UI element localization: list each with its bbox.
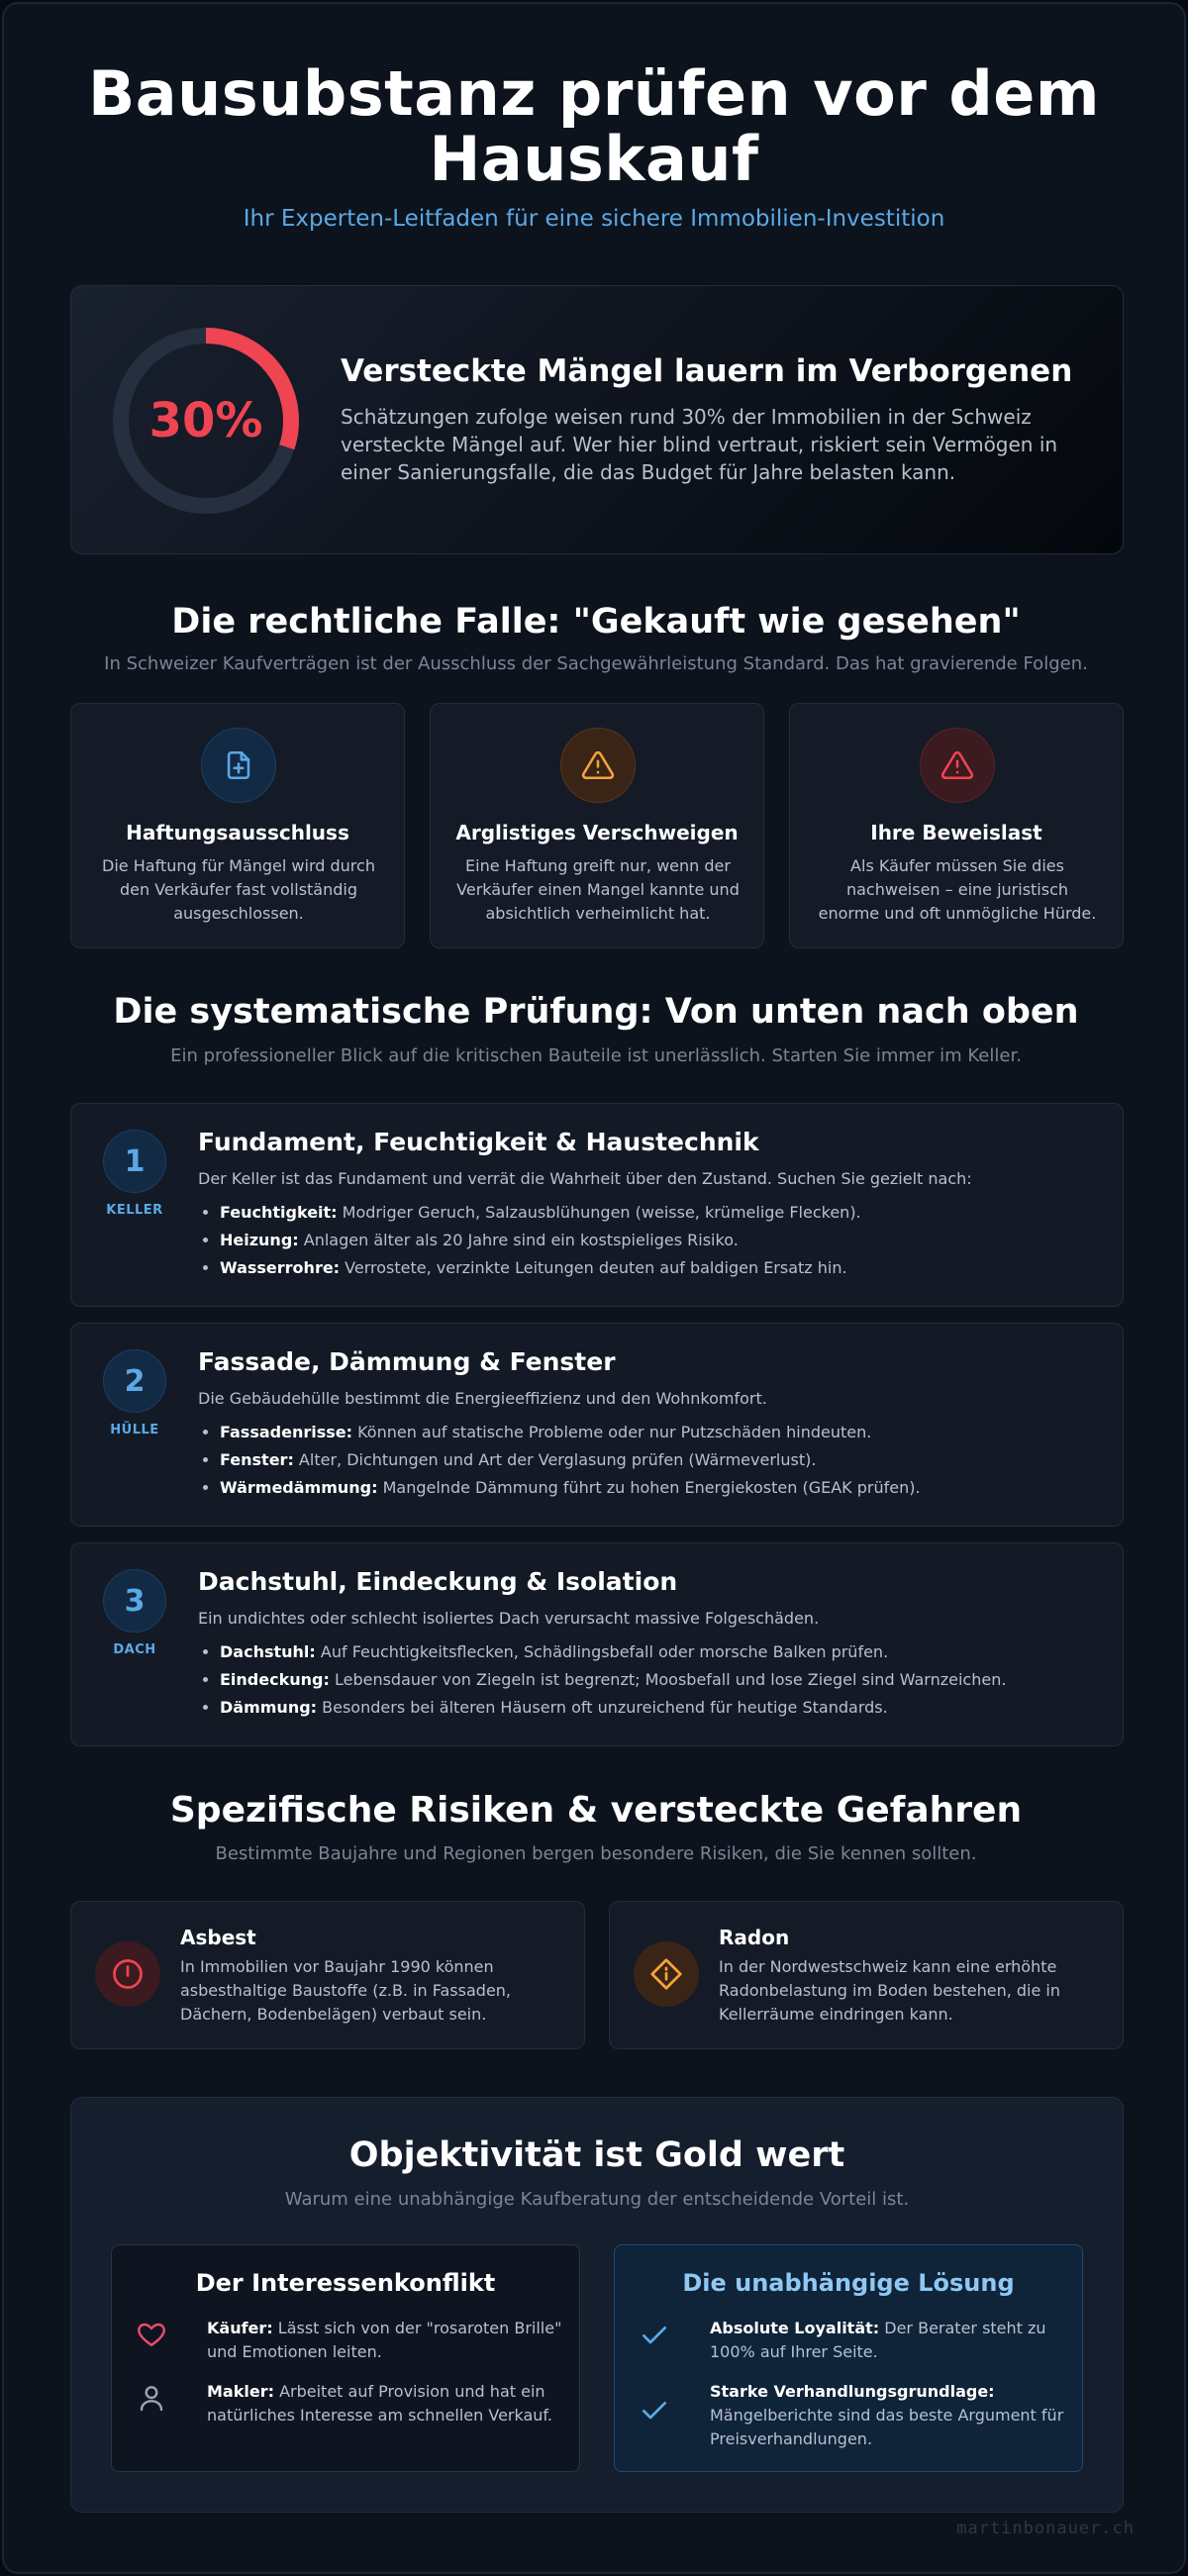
list-item: • Heizung: Anlagen älter als 20 Jahre sind ein kostspieliges Risiko. bbox=[220, 1227, 1101, 1254]
page-subtitle: Ihr Experten-Leitfaden für eine sichere Immobilien-Investition bbox=[243, 206, 945, 232]
stat-value: 30% bbox=[148, 393, 263, 448]
legal-card-title: Arglistiges Verschweigen bbox=[455, 821, 739, 844]
step-checklist bbox=[220, 1419, 1101, 1502]
stat-title: Versteckte Mängel lauern im Verborgenen bbox=[341, 353, 1073, 389]
legal-card-text: Als Käufer müssen Sie dies nachweisen – eine juristisch enorme und oft unmögliche Hürde. bbox=[818, 856, 1097, 923]
legal-card-beweislast bbox=[789, 703, 1124, 948]
hero-header bbox=[4, 4, 1184, 232]
footer-domain: martinbonauer.ch bbox=[956, 2519, 1135, 2538]
step-title: Dachstuhl, Eindeckung & Isolation bbox=[198, 1567, 678, 1596]
conflict-panel: Der Interessenkonflikt Käufer: Lässt sich von der "rosaroten Brille" und Emotionen leiten. Makler: Arbeitet auf Provision und hat ein natürliches Interesse am schnellen Verkauf. bbox=[111, 2244, 580, 2472]
page-title: Bausubstanz prüfen vor dem Hauskauf bbox=[88, 57, 1100, 195]
risk-card-radon bbox=[609, 1901, 1124, 2049]
legal-card-text: Die Haftung für Mängel wird durch den Verkäufer fast vollständig ausgeschlossen. bbox=[102, 856, 375, 923]
step-number: 1 bbox=[103, 1130, 166, 1193]
inspection-subtitle: Ein professioneller Blick auf die kritischen Bauteile ist unerlässlich. Starten Sie immer im Keller. bbox=[170, 1045, 1022, 1066]
list-item: • Eindeckung: Lebensdauer von Ziegeln ist begrenzt; Moosbefall und lose Ziegel sind Warnzeichen. bbox=[220, 1666, 1101, 1694]
step-intro: Der Keller ist das Fundament und verrät die Wahrheit über den Zustand. Suchen Sie gezielt nach: bbox=[198, 1169, 972, 1188]
inspection-step-keller bbox=[70, 1103, 1124, 1307]
step-intro: Die Gebäudehülle bestimmt die Energieeffizienz und den Wohnkomfort. bbox=[198, 1389, 767, 1408]
list-item: • Wasserrohre: Verrostete, verzinkte Leitungen deuten auf baldigen Ersatz hin. bbox=[220, 1254, 1101, 1282]
step-intro: Ein undichtes oder schlecht isoliertes Dach verursacht massive Folgeschäden. bbox=[198, 1609, 820, 1628]
inspection-step-dach bbox=[70, 1542, 1124, 1746]
legal-card-title: Haftungsausschluss bbox=[126, 821, 349, 844]
warning-triangle-icon bbox=[560, 728, 636, 803]
risk-title: Asbest bbox=[180, 1926, 256, 1949]
legal-card-text: Eine Haftung greift nur, wenn der Verkäufer einen Mangel kannte und absichtlich verheimlicht hat. bbox=[456, 856, 740, 923]
step-title: Fundament, Feuchtigkeit & Haustechnik bbox=[198, 1128, 759, 1156]
list-item: • Fenster: Alter, Dichtungen und Art der Verglasung prüfen (Wärmeverlust). bbox=[220, 1446, 1101, 1474]
risk-title: Radon bbox=[719, 1926, 790, 1949]
stat-text: Schätzungen zufolge weisen rund 30% der Immobilien in der Schweiz versteckte Mängel auf. Wer hier blind vertraut, riskiert sein Vermögen in einer Sanierungsfalle, die das Budget für Jahre belasten kann. bbox=[341, 405, 1058, 484]
step-title: Fassade, Dämmung & Fenster bbox=[198, 1347, 616, 1376]
risks-title: Spezifische Risiken & versteckte Gefahren bbox=[169, 1790, 1023, 1831]
step-tag: DACH bbox=[113, 1642, 156, 1657]
legal-title: Die rechtliche Falle: "Gekauft wie gesehen" bbox=[171, 602, 1021, 642]
solution-panel: Die unabhängige Lösung Absolute Loyalität: Der Berater steht zu 100% auf Ihrer Seite. Starke Verhandlungsgrundlage: Mängelberichte sind das beste Argument für Preisverhandlungen. bbox=[614, 2244, 1083, 2472]
risk-card-asbest bbox=[70, 1901, 585, 2049]
objectivity-subtitle: Warum eine unabhängige Kaufberatung der entscheidende Vorteil ist. bbox=[284, 2189, 910, 2210]
objectivity-section bbox=[70, 2097, 1124, 2513]
radiation-diamond-icon bbox=[634, 1941, 699, 2007]
step-tag: KELLER bbox=[106, 1203, 163, 1218]
alert-triangle-icon bbox=[920, 728, 995, 803]
step-tag: HÜLLE bbox=[110, 1423, 159, 1437]
document-plus-icon bbox=[201, 728, 276, 803]
solution-title: Die unabhängige Lösung bbox=[682, 2269, 1015, 2297]
inspection-title: Die systematische Prüfung: Von unten nach oben bbox=[113, 992, 1079, 1032]
check-icon bbox=[639, 2394, 670, 2426]
list-item: • Dämmung: Besonders bei älteren Häusern oft unzureichend für heutige Standards. bbox=[220, 1694, 1101, 1722]
risk-text: In der Nordwestschweiz kann eine erhöhte Radonbelastung im Boden bestehen, die in Kellerräume eindringen kann. bbox=[719, 1957, 1061, 2024]
step-number: 3 bbox=[103, 1569, 166, 1633]
list-item: • Fassadenrisse: Können auf statische Probleme oder nur Putzschäden hindeuten. bbox=[220, 1419, 1101, 1446]
legal-card-haftungsausschluss bbox=[70, 703, 405, 948]
step-checklist bbox=[220, 1199, 1101, 1282]
infographic bbox=[2, 2, 1186, 2574]
check-icon bbox=[639, 2319, 670, 2350]
heart-icon bbox=[136, 2319, 167, 2350]
legal-card-title: Ihre Beweislast bbox=[870, 821, 1042, 844]
user-icon bbox=[136, 2382, 167, 2414]
risks-subtitle: Bestimmte Baujahre und Regionen bergen besondere Risiken, die Sie kennen sollten. bbox=[215, 1843, 977, 1864]
alert-circle-icon bbox=[95, 1941, 160, 2007]
list-item: • Feuchtigkeit: Modriger Geruch, Salzausblühungen (weisse, krümelige Flecken). bbox=[220, 1199, 1101, 1227]
stat-callout bbox=[70, 285, 1124, 554]
legal-card-arglistiges-verschweigen bbox=[430, 703, 764, 948]
conflict-title: Der Interessenkonflikt bbox=[195, 2269, 496, 2297]
list-item: • Wärmedämmung: Mangelnde Dämmung führt zu hohen Energiekosten (GEAK prüfen). bbox=[220, 1474, 1101, 1502]
risk-text: In Immobilien vor Baujahr 1990 können asbesthaltige Baustoffe (z.B. in Fassaden, Dächern, Bodenbelägen) verbaut sein. bbox=[180, 1957, 512, 2024]
objectivity-title: Objektivität ist Gold wert bbox=[348, 2135, 845, 2175]
step-number: 2 bbox=[103, 1349, 166, 1413]
list-item: • Dachstuhl: Auf Feuchtigkeitsflecken, Schädlingsbefall oder morsche Balken prüfen. bbox=[220, 1638, 1101, 1666]
legal-subtitle: In Schweizer Kaufverträgen ist der Ausschluss der Sachgewährleistung Standard. Das hat gravierende Folgen. bbox=[104, 653, 1088, 674]
step-checklist bbox=[220, 1638, 1101, 1722]
inspection-step-huelle bbox=[70, 1323, 1124, 1527]
